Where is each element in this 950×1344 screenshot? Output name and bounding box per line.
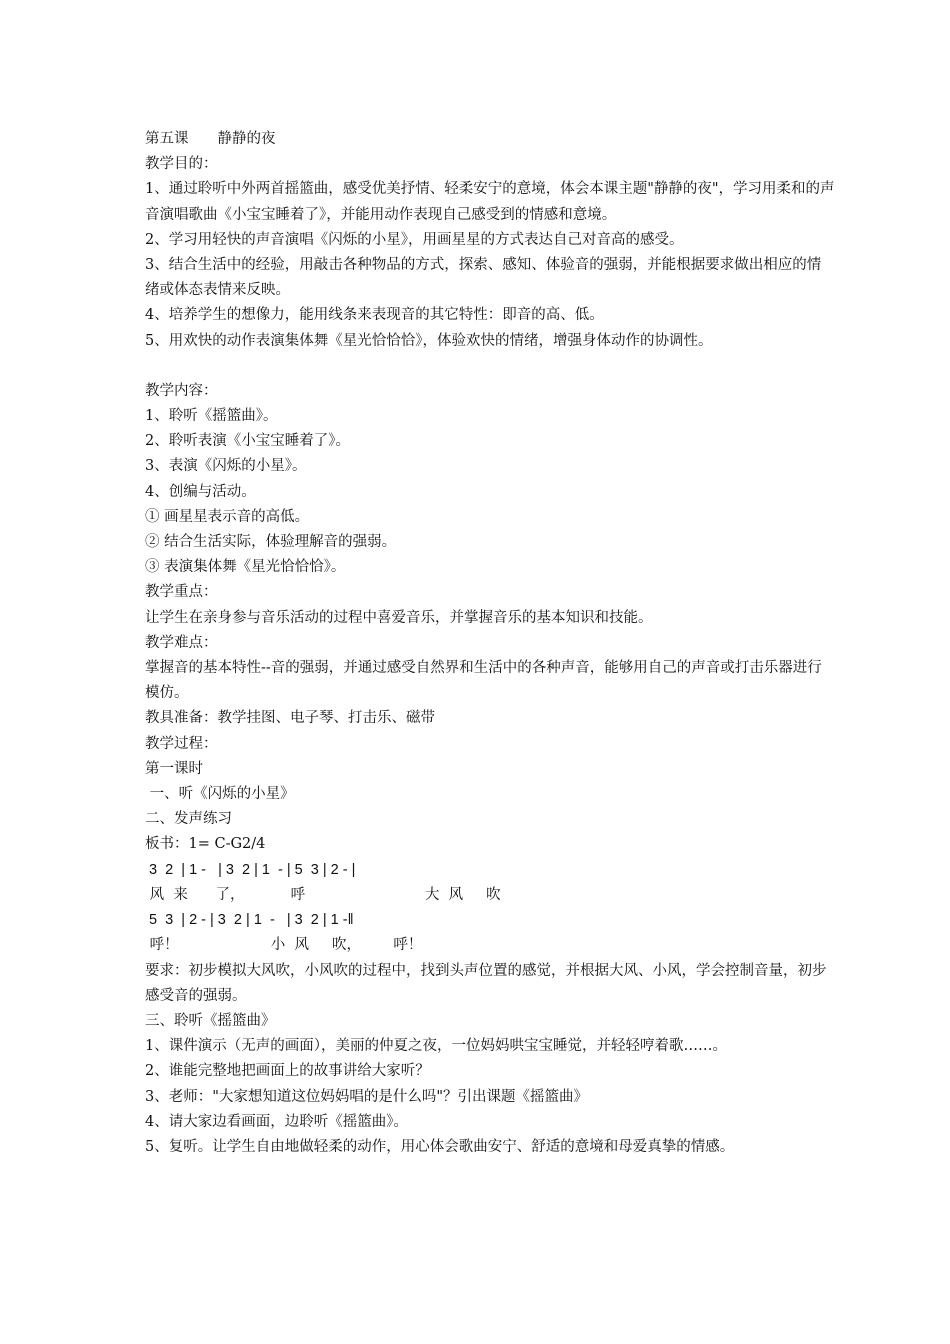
process-heading: 教学过程： — [145, 735, 218, 752]
period-label: 第一课时 — [145, 760, 203, 777]
key-points-text: 让学生在亲身参与音乐活动的过程中喜爱音乐，并掌握音乐的基本知识和技能。 — [145, 609, 653, 626]
lyrics-line-2: 呼！ 小 风 吹， 呼！ — [145, 937, 423, 954]
key-points-heading: 教学重点： — [145, 584, 218, 601]
document-page — [145, 127, 835, 1160]
step-3-item: 2、谁能完整地把画面上的故事讲给大家听？ — [145, 1063, 430, 1080]
notation-line-2: 5 3 | 2 - | 3 2 | 1 - | 3 2 | 1 -‖ — [145, 912, 354, 929]
content-item: ③ 表演集体舞《星光恰恰恰》。 — [145, 559, 346, 576]
objective-5: 5、用欢快的动作表演集体舞《星光恰恰恰》，体验欢快的情绪，增强身体动作的协调性。 — [145, 332, 713, 349]
requirement-text: 要求：初步模拟大风吹，小风吹的过程中，找到头声位置的感觉，并根据大风、小风，学会控制音量，初步感受音的强弱。 — [145, 962, 827, 1004]
difficulty-text: 掌握音的基本特性--音的强弱，并通过感受自然界和生活中的各种声音，能够用自己的声音或打击乐器进行模仿。 — [145, 660, 822, 702]
step-3: 三、聆听《摇篮曲》 — [145, 1012, 276, 1029]
lyrics-line-1: 风 来 了， 呼 大 风 吹 — [145, 886, 501, 903]
board-notation-key: 板书：1= C-G2/4 — [145, 836, 266, 853]
objective-3: 3、结合生活中的经验，用敲击各种物品的方式，探索、感知、体验音的强弱，并能根据要求做出相应的情绪或体态表情来反映。 — [145, 257, 822, 299]
objective-1: 1、通过聆听中外两首摇篮曲，感受优美抒情、轻柔安宁的意境，体会本课主题"静静的夜"，学习用柔和的声音演唱歌曲《小宝宝睡着了》，并能用动作表现自己感受到的情感和意境。 — [145, 181, 835, 223]
blank-line — [145, 354, 835, 379]
step-3-item: 5、复听。让学生自由地做轻柔的动作，用心体会歌曲安宁、舒适的意境和母爱真挚的情感。 — [145, 1138, 735, 1155]
objective-2: 2、学习用轻快的声音演唱《闪烁的小星》，用画星星的方式表达自己对音高的感受。 — [145, 231, 684, 248]
lesson-title: 第五课 静静的夜 — [145, 131, 276, 147]
content-item: ② 结合生活实际，体验理解音的强弱。 — [145, 534, 397, 551]
step-3-item: 1、课件演示（无声的画面），美丽的仲夏之夜，一位妈妈哄宝宝睡觉，并轻轻哼着歌……。 — [145, 1038, 727, 1055]
content-item: 4、创编与活动。 — [145, 483, 256, 500]
materials-text: 教具准备：教学挂图、电子琴、打击乐、磁带 — [145, 710, 435, 727]
step-2: 二、发声练习 — [145, 811, 232, 828]
step-3-item: 3、老师："大家想知道这位妈妈唱的是什么吗"？引出课题《摇篮曲》 — [145, 1088, 589, 1105]
content-item: 3、表演《闪烁的小星》。 — [145, 458, 307, 475]
content-item: 2、聆听表演《小宝宝睡着了》。 — [145, 433, 350, 450]
content-heading: 教学内容： — [145, 382, 218, 399]
step-3-item: 4、请大家边看画面，边聆听《摇篮曲》。 — [145, 1113, 408, 1130]
difficulty-heading: 教学难点： — [145, 634, 218, 651]
step-1: 一、听《闪烁的小星》 — [145, 786, 295, 803]
content-item: 1、聆听《摇篮曲》。 — [145, 408, 278, 425]
notation-line-1: 3 2 | 1 - | 3 2 | 1 - | 5 3 | 2 - | — [145, 861, 356, 878]
objectives-heading: 教学目的： — [145, 156, 218, 173]
content-item: ① 画星星表示音的高低。 — [145, 508, 310, 525]
objective-4: 4、培养学生的想像力，能用线条来表现音的其它特性：即音的高、低。 — [145, 307, 604, 324]
